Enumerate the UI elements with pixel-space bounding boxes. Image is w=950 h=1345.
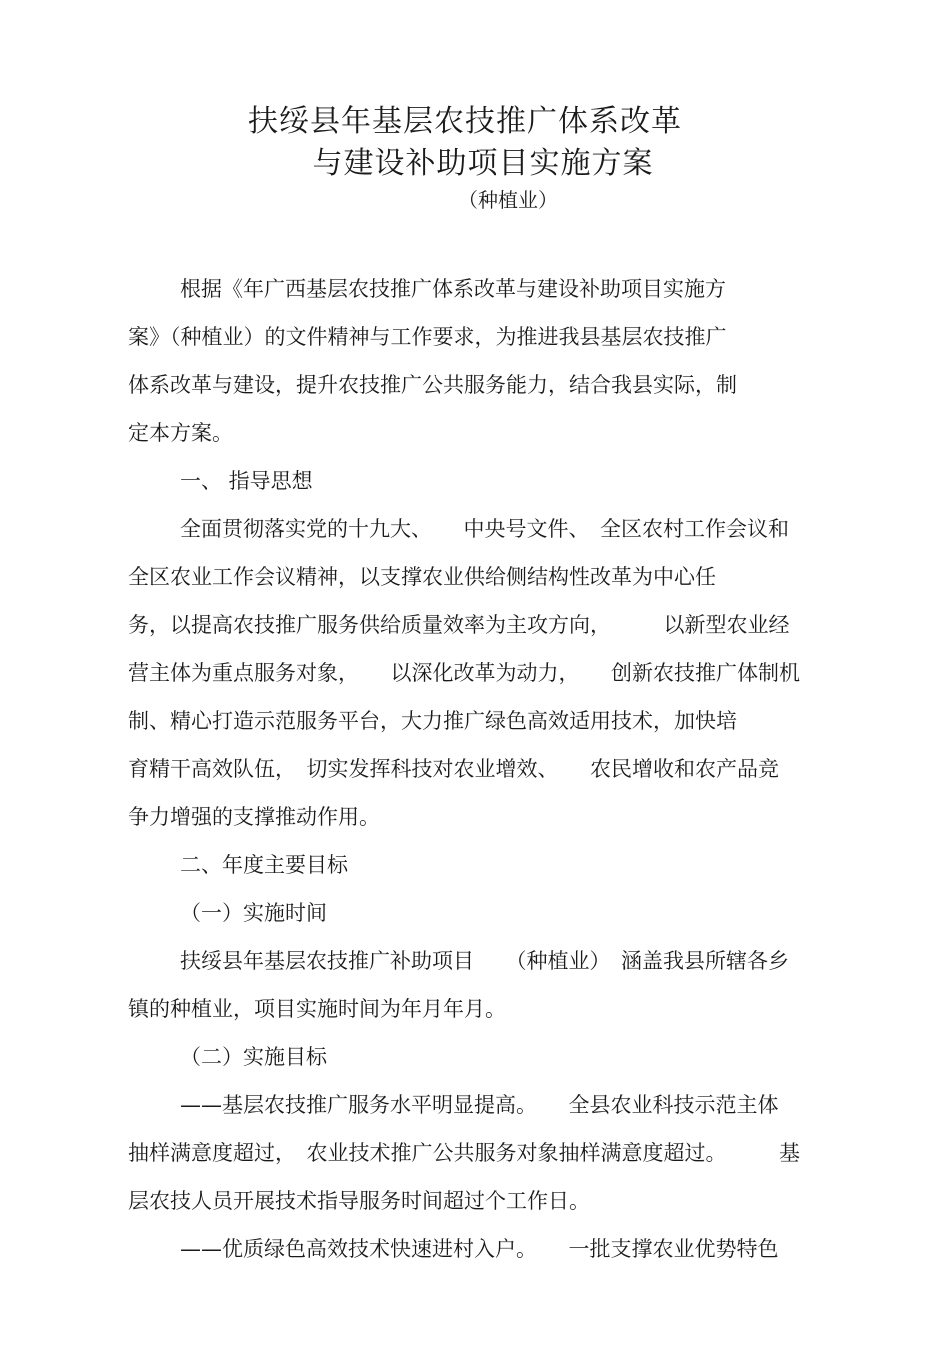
body-line: 镇的种植业，项目实施时间为年月年月。 [128,997,506,1021]
body-line: 扶绥县年基层农技推广补助项目 （种植业） 涵盖我县所辖各乡 [180,949,789,973]
body-line: 根据《年广西基层农技推广体系改革与建设补助项目实施方 [180,277,726,301]
document-title-line-1: 扶绥县年基层农技推广体系改革 [248,104,682,139]
body-line: 定本方案。 [128,421,233,445]
body-line: 制、精心打造示范服务平台，大力推广绿色高效适用技术，加快培 [128,709,737,733]
body-line: 层农技人员开展技术指导服务时间超过个工作日。 [128,1189,590,1213]
body-line: 抽样满意度超过， 农业技术推广公共服务对象抽样满意度超过。 基 [128,1141,800,1165]
body-line: 营主体为重点服务对象， 以深化改革为动力， 创新农技推广体制机 [128,661,800,685]
document-subtitle: （种植业） [458,188,558,212]
body-line: 案》（种植业）的文件精神与工作要求，为推进我县基层农技推广 [128,325,727,349]
body-line: 体系改革与建设，提升农技推广公共服务能力，结合我县实际，制 [128,373,737,397]
body-line: 全区农业工作会议精神，以支撑农业供给侧结构性改革为中心任 [128,565,716,589]
body-line: ——基层农技推广服务水平明显提高。 全县农业科技示范主体 [180,1093,779,1117]
section-heading: 二、年度主要目标 [180,853,348,877]
subsection-heading: （一）实施时间 [180,901,327,925]
body-line: 争力增强的支撑推动作用。 [128,805,380,829]
body-line: 务，以提高农技推广服务供给质量效率为主攻方向， 以新型农业经 [128,613,790,637]
subsection-heading: （二）实施目标 [180,1045,327,1069]
body-line: ——优质绿色高效技术快速进村入户。 一批支撑农业优势特色 [180,1237,779,1261]
body-line: 育精干高效队伍， 切实发挥科技对农业增效、 农民增收和农产品竞 [128,757,779,781]
section-heading: 一、 指导思想 [180,469,313,493]
document-title-line-2: 与建设补助项目实施方案 [312,146,654,181]
body-line: 全面贯彻落实党的十九大、 中央号文件、 全区农村工作会议和 [180,517,789,541]
